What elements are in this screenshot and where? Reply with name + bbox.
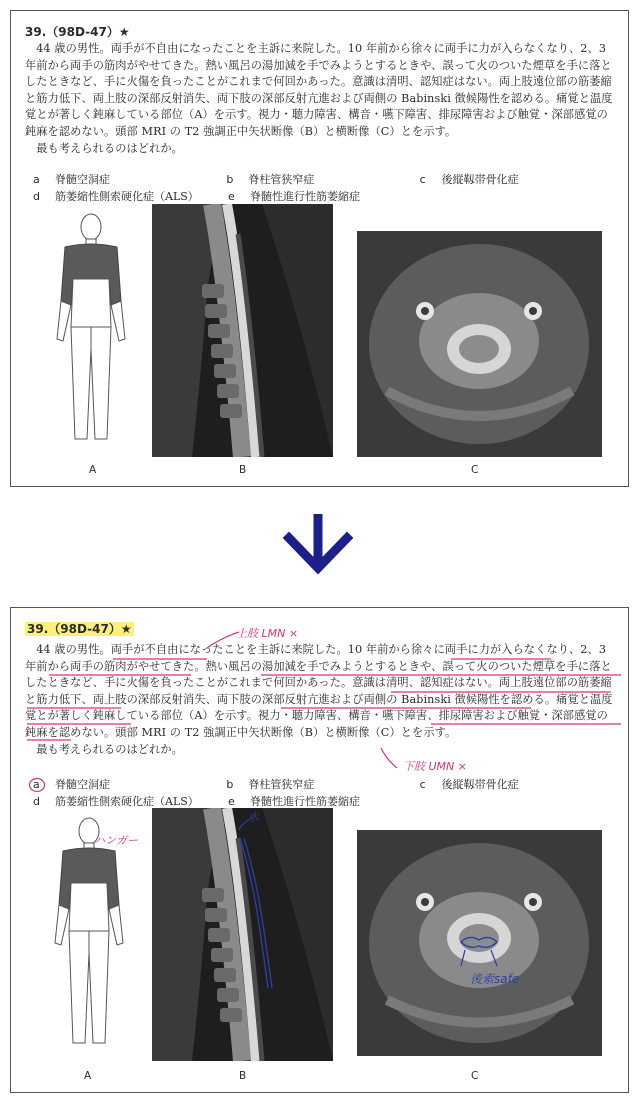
down-arrow-icon bbox=[283, 510, 353, 580]
axial-mri-c-annotated bbox=[357, 830, 602, 1056]
figure-label-a: A bbox=[84, 1070, 92, 1082]
figure-label-a: A bbox=[89, 464, 97, 476]
original-question-panel bbox=[10, 10, 629, 487]
question-stem bbox=[25, 41, 616, 157]
annotation-lower-limb: 下肢 UMN × bbox=[403, 760, 467, 773]
body-diagram-a bbox=[51, 209, 131, 454]
annotation-upper-limb: 上肢 LMN × bbox=[236, 627, 299, 640]
choice-b[interactable]: b 脊柱管狭窄症 bbox=[226, 173, 315, 186]
choices-annotated bbox=[33, 776, 613, 810]
axial-mri-c bbox=[357, 231, 602, 457]
choice-a[interactable]: a 脊髄空洞症 bbox=[33, 173, 110, 186]
stem-text: 44 歳の男性。両手が不自由になったことを主訴に来院した。10 年前から徐々に両手に力が入らなくなり、2、3 年前から両手の筋肉がやせてきた。熱い風呂の湯加減を手でみようとするときや、誤って火のついた煙草を手に落としたときなど、手に火傷を負ったことがこれまで何回かあった。意識は清明、認知症はない。両上肢遠位部の筋萎縮と筋力低下、両上肢の深部反射消失、両下肢の深部反射亢進および両側の Babinski 徴候陽性を認める。痛覚と温度覚とが著しく鈍麻している部位（A）を示す。視力・聴力障害、構音・嚥下障害、排尿障害および触覚・深部感覚の鈍麻を認めない。頭部 MRI の T2 強調正中矢状断像（B）と横断像（C）とを示す。 bbox=[25, 42, 613, 138]
annotation-water: 水 bbox=[247, 810, 260, 824]
body-diagram-a-annotated bbox=[49, 813, 129, 1058]
question-prompt: 最も考えられるのはどれか。 bbox=[36, 141, 183, 155]
choice-d[interactable]: d 筋萎縮性側索硬化症（ALS） bbox=[33, 795, 199, 808]
question-number-highlighted: 39.（98D-47）★ bbox=[27, 622, 132, 636]
choice-e[interactable]: e 脊髄性進行性筋萎縮症 bbox=[228, 190, 360, 203]
circled-answer: a bbox=[33, 776, 55, 793]
underline-annotations bbox=[11, 608, 630, 768]
annotated-question-panel bbox=[10, 607, 629, 1093]
figure-label-c: C bbox=[471, 464, 479, 476]
choice-c[interactable]: c 後縦靱帯骨化症 bbox=[419, 173, 519, 186]
stem-text: 44 歳の男性。両手が不自由になったことを主訴に来院した。10 年前から徐々に両手に力が入らなくなり、2、3 年前から両手の筋肉がやせてきた。熱い風呂の湯加減を手でみようとするときや、誤って火のついた煙草を手に落としたときなど、手に火傷を負ったことがこれまで何回かあった。意識は清明、認知症はない。両上肢遠位部の筋萎縮と筋力低下、両上肢の深部反射消失、両下肢の深部反射亢進および両側の Babinski 徴候陽性を認める。痛覚と温度覚とが著しく鈍麻している部位（A）を示す。視力・聴力障害、構音・嚥下障害、排尿障害および触覚・深部感覚の鈍麻を認めない。頭部 MRI の T2 強調正中矢状断像（B）と横断像（C）とを示す。 bbox=[25, 643, 613, 739]
choice-c[interactable]: c 後縦靱帯骨化症 bbox=[419, 778, 519, 791]
choice-d[interactable]: d 筋萎縮性側索硬化症（ALS） bbox=[33, 190, 199, 203]
sagittal-mri-b bbox=[152, 204, 333, 457]
question-prompt: 最も考えられるのはどれか。 bbox=[36, 742, 183, 756]
annotation-posterior-safe: 後索safe bbox=[470, 972, 520, 986]
figure-label-b: B bbox=[239, 464, 247, 476]
sagittal-mri-b-annotated bbox=[152, 808, 333, 1061]
figure-label-c: C bbox=[471, 1070, 479, 1082]
choice-a-circled[interactable]: a 脊髄空洞症 bbox=[33, 776, 226, 793]
annotation-hanger: ハンガー bbox=[94, 834, 138, 847]
choice-e[interactable]: e 脊髄性進行性筋萎縮症 bbox=[228, 795, 360, 808]
question-number: 39.（98D-47）★ bbox=[25, 25, 130, 39]
figure-label-b: B bbox=[239, 1070, 247, 1082]
choice-b[interactable]: b 脊柱管狭窄症 bbox=[226, 778, 315, 791]
choices bbox=[33, 171, 613, 205]
